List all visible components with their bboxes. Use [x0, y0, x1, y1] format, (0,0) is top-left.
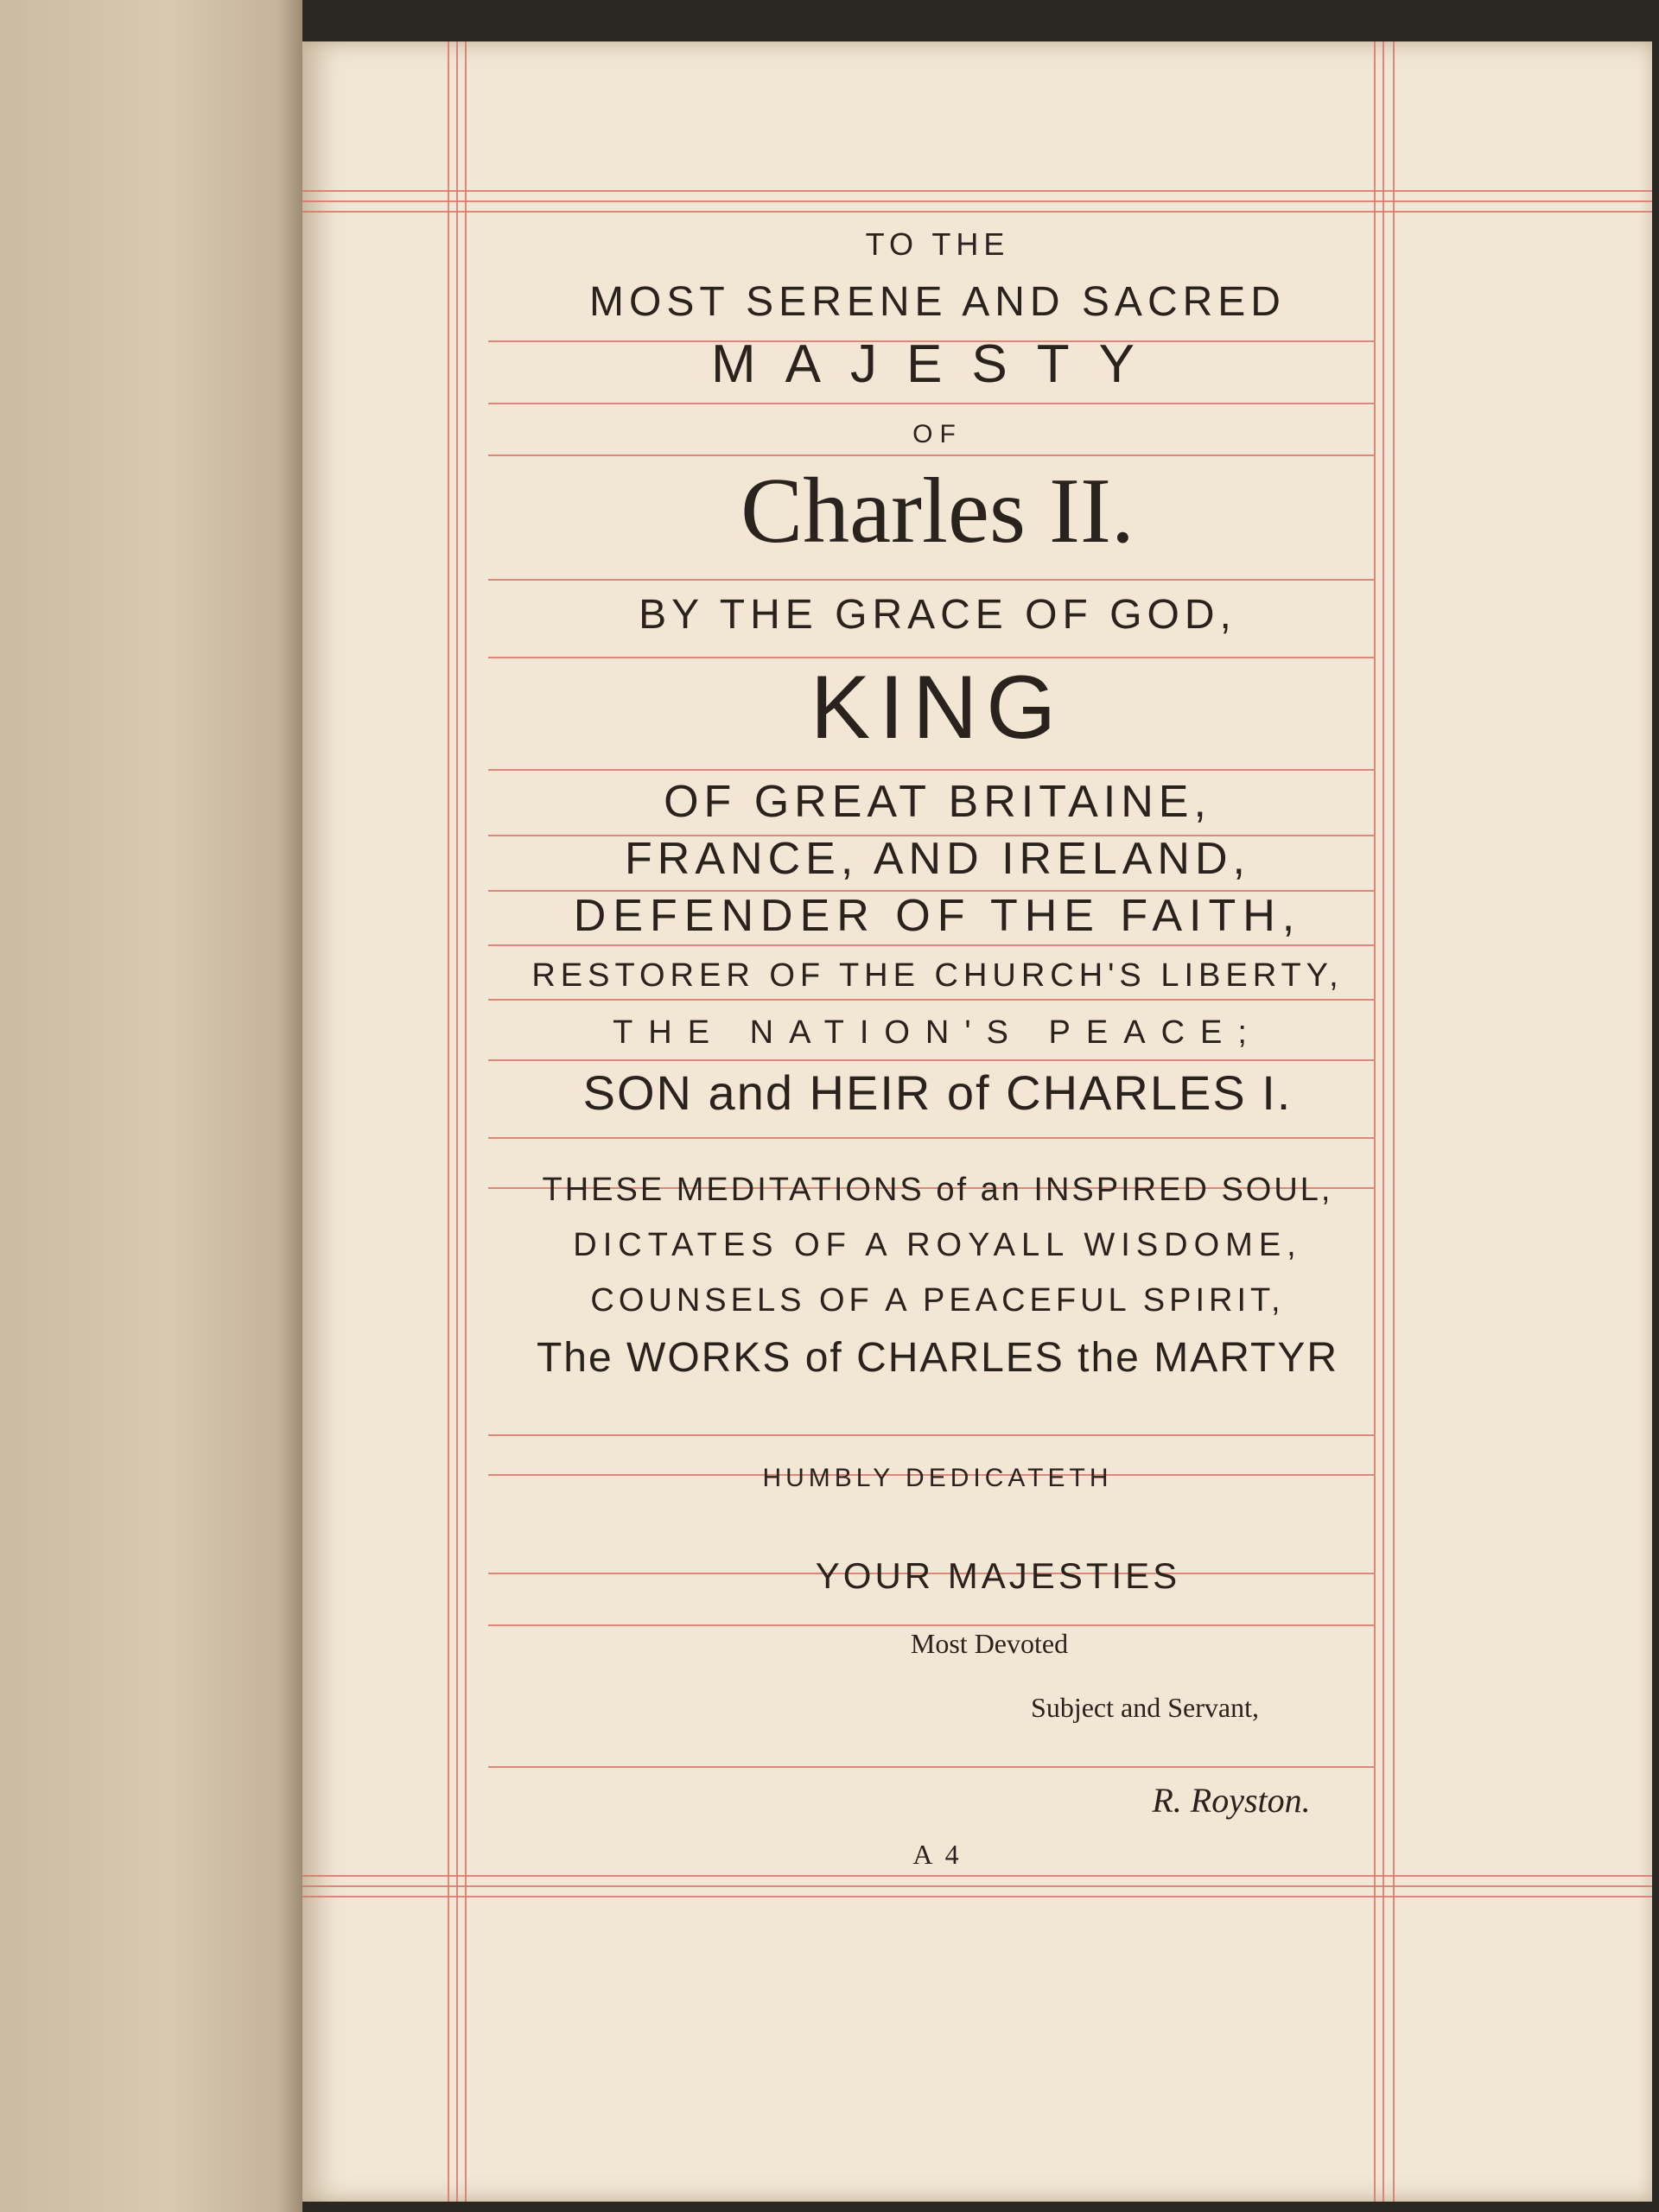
- most-serene: MOST SERENE AND SACRED: [589, 279, 1286, 325]
- nations-peace: THE NATION'S PEACE;: [613, 1014, 1262, 1051]
- charles-ii: Charles II.: [741, 460, 1135, 563]
- realms-line-2: FRANCE, AND IRELAND,: [625, 834, 1250, 884]
- works: The WORKS of CHARLES the MARTYR: [536, 1335, 1338, 1381]
- most-devoted: Most Devoted: [910, 1628, 1069, 1659]
- signature: R. Royston.: [1152, 1781, 1311, 1820]
- majesty: MAJESTY: [711, 334, 1164, 394]
- subject-and-servant: Subject and Servant,: [1031, 1692, 1259, 1723]
- humbly-dedicateth: HUMBLY DEDICATETH: [762, 1464, 1113, 1492]
- meditations: THESE MEDITATIONS of an INSPIRED SOUL,: [542, 1172, 1333, 1208]
- signature-mark: A 4: [912, 1839, 963, 1870]
- counsels: COUNSELS OF A PEACEFUL SPIRIT,: [590, 1282, 1285, 1319]
- by-the-grace: BY THE GRACE OF GOD,: [639, 592, 1236, 638]
- king: KING: [810, 658, 1065, 758]
- restorer: RESTORER OF THE CHURCH'S LIBERTY,: [531, 957, 1344, 994]
- your-majesties: YOUR MAJESTIES: [815, 1555, 1181, 1596]
- dedication-text: [493, 0, 1382, 2212]
- dictates: DICTATES OF A ROYALL WISDOME,: [573, 1227, 1302, 1263]
- to-the: TO THE: [865, 226, 1010, 262]
- facing-page: [0, 0, 302, 2212]
- realms-line-1: OF GREAT BRITAINE,: [664, 777, 1211, 827]
- son-and-heir: SON and HEIR of CHARLES I.: [582, 1065, 1293, 1120]
- of: OF: [912, 420, 963, 448]
- defender: DEFENDER OF THE FAITH,: [573, 891, 1302, 941]
